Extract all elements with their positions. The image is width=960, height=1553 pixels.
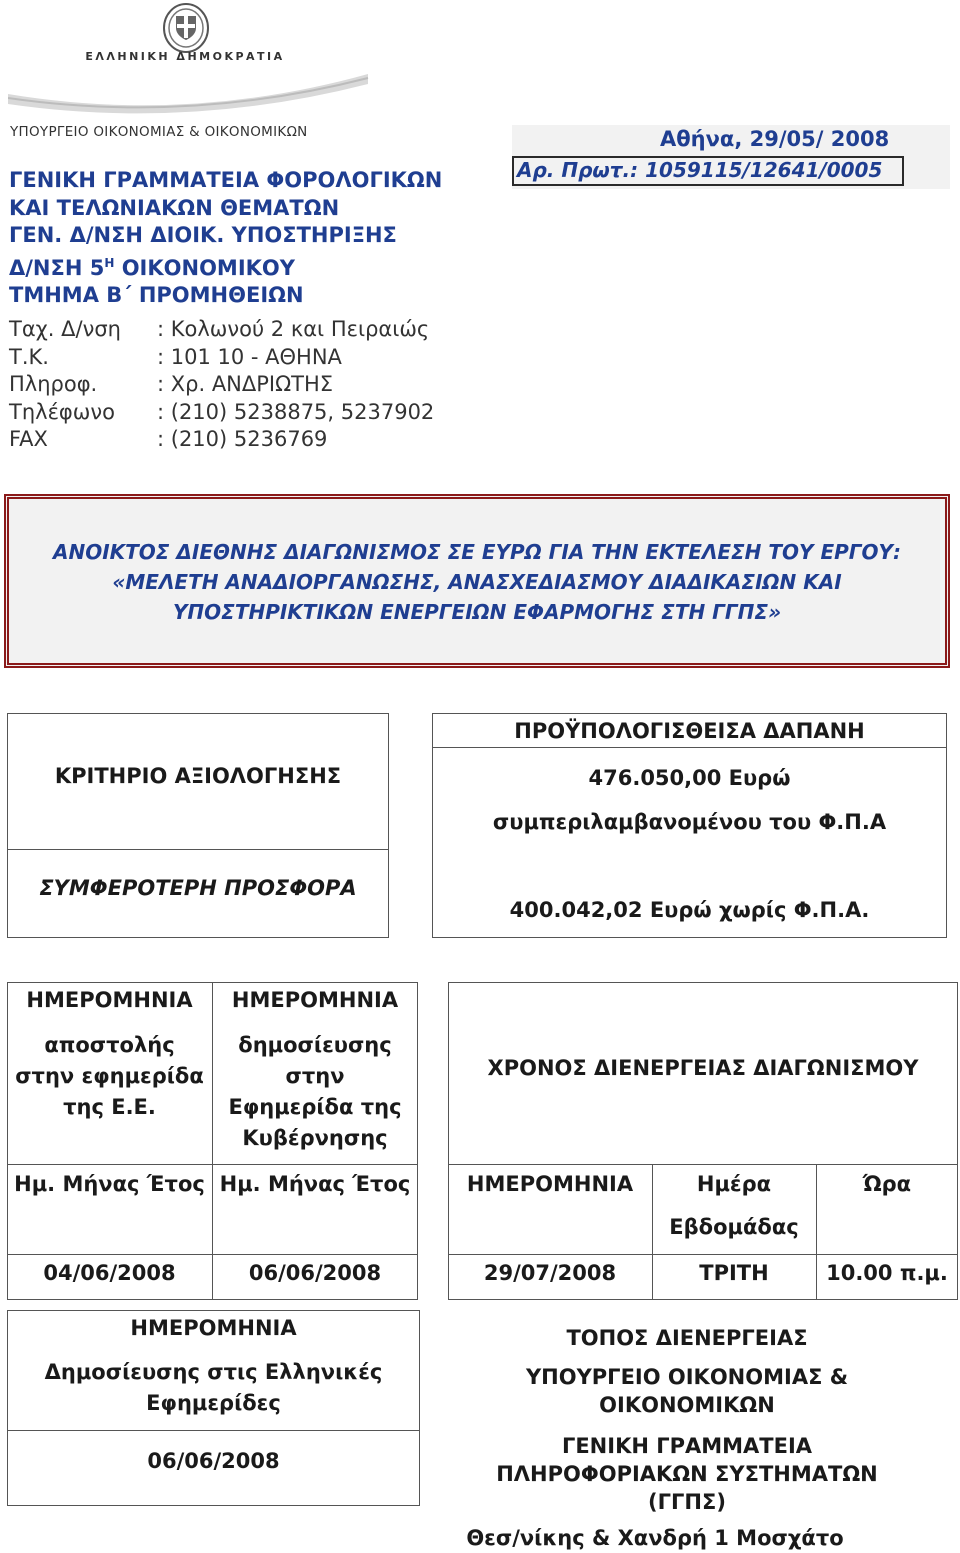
budget-excl-vat: 400.042,02 Ευρώ χωρίς Φ.Π.Α. xyxy=(509,898,870,922)
subhead-date-1: Ημ. Μήνας Έτος xyxy=(14,1172,205,1196)
venue-block xyxy=(448,1324,926,1516)
title-line-2: «ΜΕΛΕΤΗ ΑΝΑΔΙΟΡΓΑΝΩΣΗΣ, ΑΝΑΣΧΕΔΙΑΣΜΟΥ ΔΙΑΔΙΚΑΣΙΩΝ ΚΑΙ xyxy=(112,570,842,594)
criteria-label: ΚΡΙΤΗΡΙΟ ΑΞΙΟΛΟΓΗΣΗΣ xyxy=(54,764,342,788)
eu-dispatch-sub: αποστολής στην εφημερίδα της Ε.Ε. xyxy=(15,1033,204,1119)
budget-label: ΠΡΟΫΠΟΛΟΓΙΣΘΕΙΣΑ ΔΑΠΑΝΗ xyxy=(514,719,865,743)
dept-line-1: ΓΕΝΙΚΗ ΓΡΑΜΜΑΤΕΙΑ ΦΟΡΟΛΟΓΙΚΩΝ xyxy=(9,168,443,192)
address-row: Πληροφ. : Χρ. ΑΝΔΡΙΩΤΗΣ xyxy=(9,372,334,396)
venue-line-5: (ΓΓΠΣ) xyxy=(648,1490,726,1514)
superscript: Η xyxy=(104,255,115,270)
budget-incl-vat: συμπεριλαμβανομένου του Φ.Π.Α xyxy=(492,810,887,834)
greek-press-head: ΗΜΕΡΟΜΗΝΙΑ xyxy=(130,1316,297,1340)
address-row: FAX : (210) 5236769 xyxy=(9,427,328,451)
subhead-date: ΗΜΕΡΟΜΗΝΙΑ xyxy=(466,1172,634,1196)
dept-line-3: ΓΕΝ. Δ/ΝΣΗ ΔΙΟΙΚ. ΥΠΟΣΤΗΡΙΞΗΣ xyxy=(9,223,397,247)
tender-date: 29/07/2008 xyxy=(483,1261,617,1285)
republic-label: ΕΛΛΗΝΙΚΗ ΔΗΜΟΚΡΑΤΙΑ xyxy=(85,50,285,63)
dept-line-2: ΚΑΙ ΤΕΛΩΝΙΑΚΩΝ ΘΕΜΑΤΩΝ xyxy=(9,195,340,220)
address-block xyxy=(9,316,509,454)
venue-line-1: ΥΠΟΥΡΓΕΙΟ ΟΙΚΟΝΟΜΙΑΣ & xyxy=(525,1365,849,1389)
venue-head: ΤΟΠΟΣ ΔΙΕΝΕΡΓΕΙΑΣ xyxy=(566,1326,808,1350)
title-line-3: ΥΠΟΣΤΗΡΙΚΤΙΚΩΝ ΕΝΕΡΓΕΙΩΝ ΕΦΑΡΜΟΓΗΣ ΣΤΗ ΓΓΠΣ» xyxy=(172,600,782,624)
title-line-1: ΑΝΟΙΚΤΟΣ ΔΙΕΘΝΗΣ ΔΙΑΓΩΝΙΣΜΟΣ ΣΕ ΕΥΡΩ ΓΙΑ ΤΗΝ ΕΚΤΕΛΕΣΗ ΤΟΥ ΕΡΓΟΥ: xyxy=(53,540,901,564)
address-row: Τηλέφωνο : (210) 5238875, 5237902 xyxy=(9,399,435,424)
budget-amount: 476.050,00 Ευρώ xyxy=(588,766,791,790)
document-date: Αθήνα, 29/05/ 2008 xyxy=(660,127,890,151)
dept-line-4: Δ/ΝΣΗ $5^H$ ΟΙΚΟΝΟΜΙΚΟΥ xyxy=(9,255,295,280)
address-row: Ταχ. Δ/νση : Κολωνού 2 και Πειραιώς xyxy=(9,317,430,341)
dept-line-5: ΤΜΗΜΑ Β΄ ΠΡΟΜΗΘΕΙΩΝ xyxy=(9,283,304,307)
tender-weekday: ΤΡΙΤΗ xyxy=(699,1261,769,1285)
tender-time-head: ΧΡΟΝΟΣ ΔΙΕΝΕΡΓΕΙΑΣ ΔΙΑΓΩΝΙΣΜΟΥ xyxy=(487,1056,919,1080)
greek-press-sub: Δημοσίευσης στις Ελληνικές Εφημερίδες xyxy=(44,1360,383,1415)
ministry-name: ΥΠΟΥΡΓΕΙΟ ΟΙΚΟΝΟΜΙΑΣ & ΟΙΚΟΝΟΜΙΚΩΝ xyxy=(10,124,308,140)
tender-title xyxy=(14,537,940,627)
protocol-number: Αρ. Πρωτ.: 1059115/12641/0005 xyxy=(517,158,883,182)
gazette-date: 06/06/2008 xyxy=(248,1261,382,1285)
subhead-date-2: Ημ. Μήνας Έτος xyxy=(219,1172,411,1196)
venue-address: Θεσ/νίκης & Χανδρή 1 Μοσχάτο xyxy=(466,1526,844,1550)
eu-dispatch-head: ΗΜΕΡΟΜΗΝΙΑ xyxy=(26,988,193,1012)
venue-line-3: ΓΕΝΙΚΗ ΓΡΑΜΜΑΤΕΙΑ xyxy=(561,1434,813,1458)
criteria-box xyxy=(7,713,389,938)
subhead-time: Ώρα xyxy=(862,1172,912,1196)
criteria-value: ΣΥΜΦΕΡΟΤΕΡΗ ΠΡΟΣΦΟΡΑ xyxy=(39,876,357,900)
tender-time: 10.00 π.μ. xyxy=(826,1261,948,1285)
ministry-banner xyxy=(8,62,378,124)
department-block xyxy=(9,167,479,310)
eu-dispatch-date: 04/06/2008 xyxy=(43,1261,176,1285)
venue-line-4: ΠΛΗΡΟΦΟΡΙΑΚΩΝ ΣΥΣΤΗΜΑΤΩΝ xyxy=(496,1462,878,1486)
address-row: Τ.Κ. : 101 10 - ΑΘΗΝΑ xyxy=(9,344,342,369)
gazette-head: ΗΜΕΡΟΜΗΝΙΑ xyxy=(231,988,399,1012)
greek-press-date: 06/06/2008 xyxy=(147,1449,280,1473)
venue-line-2: ΟΙΚΟΝΟΜΙΚΩΝ xyxy=(599,1393,775,1417)
subhead-weekday: Ημέρα Εβδομάδας xyxy=(669,1172,799,1239)
greek-emblem-logo xyxy=(162,2,210,54)
gazette-sub: δημοσίευσης στην Εφημερίδα της Κυβέρνησης xyxy=(228,1033,402,1150)
